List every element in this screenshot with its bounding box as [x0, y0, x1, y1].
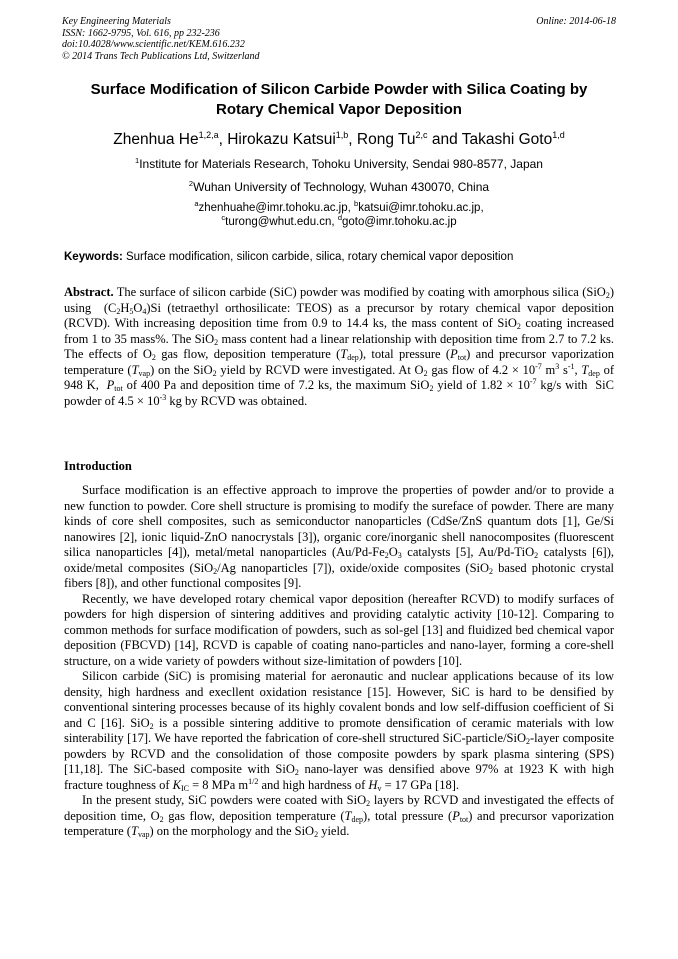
author-separator: ,	[218, 131, 228, 148]
author-name: Rong Tu	[356, 131, 416, 148]
abstract-label: Abstract.	[64, 285, 114, 299]
abstract: Abstract. The surface of silicon carbide (SiC) powder was modified by coating with amorphous silica (SiO$_2$) using $(C_2H_5O_4)Si$ (tetraethyl orthosilicate: TEOS) as a precursor by rotary chemical vapor deposition (RCVD). With increasing deposition time from 0.9 to 14.4 ks, the mass content of SiO$_2$ coating increased from 1 to 35 mass%. The SiO$_2$ mass content had a linear relationship with deposition time from 2.7 to 7.2 ks. The effects of $O_2$ gas flow, deposition temperature $(T_{dep})$, total pressure $(P_{tot})$ and precursor vaporization temperature $(T_{vap})$ on the SiO$_2$ yield by RCVD were investigated. At $O_2$ gas flow of $4.2 \times 10^{-7}$ $m^3$ $s^{-1}$, $T_{dep}$ of 948 K, $P_{tot}$ of 400 Pa and deposition time of 7.2 ks, the maximum SiO$_2$ yield of $1.82 \times 10^{-7}$ kg/s with SiC powder of $4.5 \times 10^{-3}$ kg by RCVD was obtained.	[64, 285, 615, 408]
affiliation-2	[62, 180, 616, 194]
email-mark: b	[354, 199, 359, 209]
paragraph: Recently, we have developed rotary chemical vapor deposition (hereafter RCVD) to modify surfaces of powders for high dispersion of sintering additives and providing catalytic activity [10-12]. Comparing to common methods for surface modification of powders, such as sol-gel [13] and fluidized bed chemical vapor deposition (FBCVD) [14], RCVD is capable of coating nano-particles and nano-layer, forming a core-shell structure, on a wide variety of powders without size-limitation of powders [10].	[64, 591, 614, 668]
author-affiliation-mark: 1,d	[552, 129, 565, 140]
affiliation-1	[62, 157, 616, 171]
introduction-body	[64, 483, 614, 840]
author-separator: and	[427, 131, 462, 148]
email-address[interactable]: goto@imr.tohoku.ac.jp	[342, 216, 457, 228]
doi-line: doi:10.4028/www.scientific.net/KEM.616.232	[62, 39, 245, 50]
email-address[interactable]: turong@whut.edu.cn,	[225, 216, 338, 228]
author-name: Hirokazu Katsui	[227, 131, 336, 148]
copyright-line: © 2014 Trans Tech Publications Ltd, Switzerland	[62, 50, 260, 62]
email-mark: a	[194, 199, 199, 209]
affiliation-mark: 1	[135, 156, 140, 165]
issn-line: ISSN: 1662-9795, Vol. 616, pp 232-236	[62, 27, 220, 39]
title-line-2: Rotary Chemical Vapor Deposition	[216, 101, 462, 118]
affiliation-text: Wuhan University of Technology, Wuhan 430070, China	[193, 180, 490, 194]
email-address[interactable]: katsui@imr.tohoku.ac.jp,	[358, 202, 484, 214]
author-affiliation-mark: 1,b	[335, 129, 349, 140]
title-line-1: Surface Modification of Silicon Carbide Powder with Silica Coating by	[90, 81, 588, 98]
keywords-text: Surface modification, silicon carbide, silica, rotary chemical vapor deposition	[122, 251, 514, 263]
affiliation-text: Institute for Materials Research, Tohoku University, Sendai 980-8577, Japan	[139, 157, 543, 171]
journal-name: Key Engineering Materials	[62, 16, 171, 27]
email-address[interactable]: zhenhuahe@imr.tohoku.ac.jp,	[198, 202, 355, 214]
author-separator: ,	[348, 131, 357, 148]
section-heading-introduction: Introduction	[64, 459, 132, 473]
author-emails	[62, 201, 616, 229]
keywords-label: Keywords:	[64, 251, 123, 263]
affiliation-mark: 2	[188, 179, 194, 188]
author-affiliation-mark: 1,2,a	[198, 129, 219, 140]
paragraph: Silicon carbide (SiC) is promising material for aeronautic and nuclear applications because of its low density, high hardness and execllent oxidation resistance [15]. However, SiC is hard to be densified by conventional sintering processes because of its highly covalent bonds and low self-diffusion coefficient of Si and C [16]. SiO$_2$ is a possible sintering additive to promote densification of ceramic materials with low sinterability [17]. We have reported the fabrication of core-shell structured SiC-particle/SiO$_2$-layer composite powders by RCVD and the consolidation of those composite powders by spark plasma sintering (SPS) [11,18]. The SiC-based composite with SiO$_2$ nano-layer was densified above 97% at 1923 K with high fracture toughness of $K_{IC} = 8$ MPa $m^{1/2}$ and high hardness of $H_v = 17$ GPa [18].	[64, 669, 615, 793]
keywords	[64, 250, 618, 264]
online-date: Online: 2014-06-18	[536, 16, 616, 27]
author-name: Zhenhua He	[113, 131, 199, 148]
paper-title	[62, 80, 616, 120]
author-list	[62, 130, 616, 150]
author-name: Takashi Goto	[461, 131, 553, 148]
paragraph: Surface modification is an effective approach to improve the properties of powder and/or to provide a new function to powder. Core shell structure is promising to modify the sureface of powder. There are many kinds of core shell composites, such as semiconductor nanoparticles (CdSe/ZnS quantum dots [1], Ge/Si nanowires [2], ionic liquid-ZnO nanocrystals [3]), organic core/inorganic shell nanocomposites (fluorescent silica nanoparticles [4]), metal/metal nanoparticles ($Au/Pd-Fe_2O_3$ catalysts [5], Au/Pd-TiO$_2$ catalysts [6]), oxide/metal composites (SiO$_2$/Ag nanoparticles [7]), oxide/oxide composites (SiO$_2$ based photonic crystal fibers [8]), and other functional composites [9].	[64, 483, 614, 590]
journal-header	[62, 16, 616, 62]
email-mark: c	[221, 213, 226, 223]
author-affiliation-mark: 2,c	[415, 129, 428, 140]
paragraph: In the present study, SiC powders were coated with SiO$_2$ layers by RCVD and investigated the effects of deposition time, $O_2$ gas flow, deposition temperature $(T_{dep})$, total pressure $(P_{tot})$ and precursor vaporization temperature $(T_{vap})$ on the morphology and the SiO$_2$ yield.	[64, 793, 614, 839]
email-mark: d	[337, 213, 342, 223]
